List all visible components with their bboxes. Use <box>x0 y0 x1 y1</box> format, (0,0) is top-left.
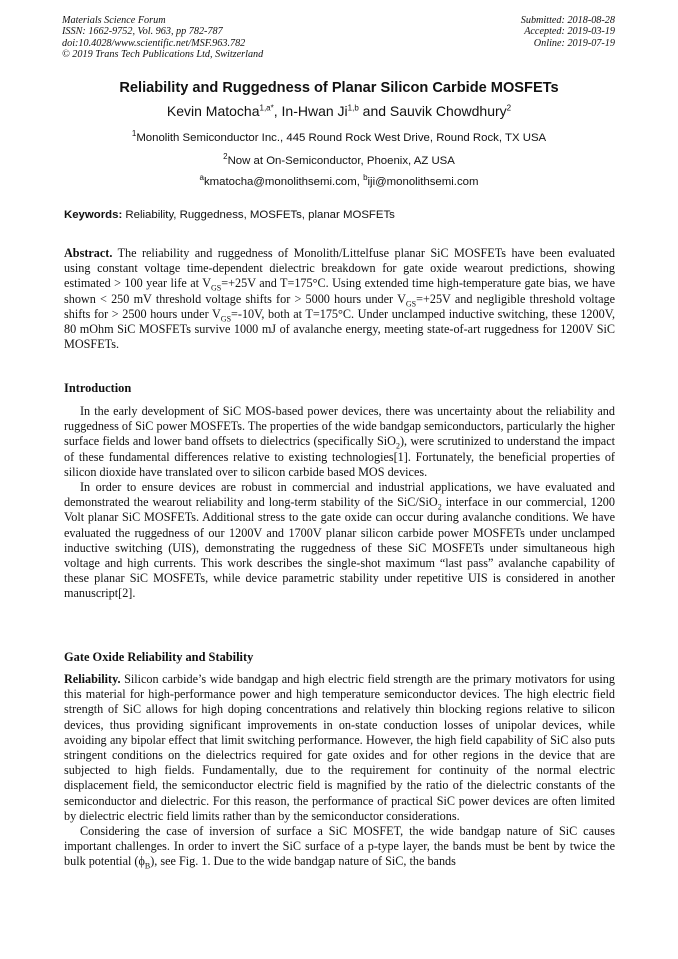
paragraph-text: In the early development of SiC MOS-based power devices, there was uncertainty about the reliability and ruggedness of SiC power MOSFETs. The properties of the wide bandgap semiconductors, particularly the higher surface fields and lower band offsets to dielectrics (specifically SiO <box>64 404 615 449</box>
reliability-paragraph <box>64 672 615 824</box>
journal-header <box>62 15 263 60</box>
affiliation-1-sup: 1 <box>131 129 137 139</box>
paragraph-text: ), see Fig. 1. Due to the wide bandgap nature of SiC, the bands <box>150 854 456 869</box>
paragraph-text: Silicon carbide’s wide bandgap and high electric field strength are the primary motivators for using this material for high-performance power and high temperature semiconductor devices. The high electric field strength of SiC allows for high doping concentrations and relatively thin blocking regions relative to silicon devices, thus providing significant improvements in on-state conduction losses of unipolar devices, while avoiding any bipolar effect that limit switching performance. However, the high field capability of SiC also puts stringent conditions on the dielectrics required for gate oxides and for other regions in the device that are subjected to high fields. Fundamentally, due to the requirement for continuity of the normal electric displacement field, the semiconductor electric field is magnified by the ratio of the dielectric constants of the semiconductor and dielectric. For this reason, the performance of practical SiC power devices are often limited by dielectric electric field limits rather than by the semiconductor considerations. <box>64 672 615 823</box>
abstract <box>64 246 615 352</box>
keywords-text: Reliability, Ruggedness, MOSFETs, planar MOSFETs <box>122 209 395 221</box>
reliability-label: Reliability. <box>64 672 121 686</box>
author-sep: , <box>273 103 282 119</box>
author-1-sup: 1,a* <box>259 103 274 113</box>
affiliation-1 <box>0 129 678 144</box>
inversion-paragraph <box>64 824 615 870</box>
submitted-date: Submitted: 2018-08-28 <box>520 15 615 26</box>
introduction-heading: Introduction <box>64 381 132 395</box>
paragraph-text: interface in our commercial, 1200 Volt planar SiC MOSFETs. Additional stress to the gate oxide can occur during avalanche conditions. We have evaluated the ruggedness of our 1200V and 1700V planar silicon carbide power MOSFETs under unclamped inductive switching (UIS), demonstrating the ruggedness of these SiC MOSFETs under simultaneous high voltage and high currents. This work describes the single-shot maximum “last pass” avalanche capability of these planar SiC MOSFETs, while device parametric stability under repetitive UIS is considered in another manuscript[2]. <box>64 495 615 601</box>
subscript: GS <box>211 283 222 293</box>
abstract-text: =-10V, both at T=175°C. Under unclamped inductive switching, these 1200V, 80 mOhm SiC MOSFETs survive 1000 mJ of avalanche energy, meeting state-of-art ruggedness for 1200V SiC MOSFETs. <box>64 306 615 352</box>
author-3: Sauvik Chowdhury <box>389 103 507 119</box>
introduction-paragraph-1 <box>64 404 615 480</box>
accepted-date: Accepted: 2019-03-19 <box>524 26 615 38</box>
keywords-label: Keywords: <box>64 209 123 221</box>
journal-name: Materials Science Forum <box>62 15 166 26</box>
email-a-sup: a <box>199 173 204 183</box>
abstract-text: =+25V and negligible threshold voltage shifts for > 2500 hours under V <box>64 291 615 321</box>
online-date: Online: 2019-07-19 <box>533 37 615 49</box>
email-b: iji@monolithsemi.com <box>367 176 479 188</box>
doi-line: doi:10.4028/www.scientific.net/MSF.963.782 <box>62 37 246 49</box>
affiliation-2-text: Now at On-Semiconductor, Phoenix, AZ USA <box>227 155 455 167</box>
email-a: kmatocha@monolithsemi.com, <box>203 176 364 188</box>
affiliation-2 <box>0 152 678 167</box>
subscript: 2 <box>437 502 442 512</box>
author-3-sup: 2 <box>506 103 512 113</box>
email-line <box>0 173 678 188</box>
gate-oxide-heading: Gate Oxide Reliability and Stability <box>64 650 254 664</box>
introduction-body <box>64 404 615 602</box>
introduction-paragraph-2 <box>64 480 615 602</box>
abstract-label: Abstract. <box>64 246 113 260</box>
author-sep: and <box>358 103 390 119</box>
author-line <box>0 103 678 119</box>
subscript: B <box>144 861 151 871</box>
subscript: GS <box>405 299 417 309</box>
keywords <box>64 209 395 221</box>
abstract-text: The reliability and ruggedness of Monolith/Littelfuse planar SiC MOSFETs have been evaluated using constant voltage time-dependent dielectric breakdown for gate oxide wearout predictions, showing estimated > 100 year life at V <box>64 246 615 291</box>
author-2-sup: 1,b <box>347 103 359 113</box>
subscript: GS <box>220 314 232 324</box>
paper-title: Reliability and Ruggedness of Planar Silicon Carbide MOSFETs <box>119 80 559 96</box>
dates-header <box>521 15 615 49</box>
email-b-sup: b <box>363 173 368 183</box>
paragraph-text: ), were scrutinized to understand the impact of these fundamental differences relative to existing technologies[1]. Fortunately, the beneficial properties of silicon dioxide have translated over to silicon carbide based MOS devices. <box>64 434 615 479</box>
copyright-line: © 2019 Trans Tech Publications Ltd, Switzerland <box>62 48 264 60</box>
affiliation-1-text: Monolith Semiconductor Inc., 445 Round Rock West Drive, Round Rock, TX USA <box>136 132 547 144</box>
paragraph-text: Considering the case of inversion of surface a SiC MOSFET, the wide bandgap nature of SiC causes important challenges. In order to invert the SiC surface of a p-type layer, the bands must be bent by twice the bulk potential (ϕ <box>64 824 615 869</box>
affiliation-2-sup: 2 <box>223 152 228 162</box>
paragraph-text: In order to ensure devices are robust in commercial and industrial applications, we have evaluated and demonstrated the wearout reliability and long-term stability of the SiC/SiO <box>64 480 615 510</box>
gate-oxide-body <box>64 672 615 870</box>
author-2: In-Hwan Ji <box>281 103 348 119</box>
issn-line: ISSN: 1662-9752, Vol. 963, pp 782-787 <box>62 26 223 38</box>
abstract-text: =+25V and T=175°C. Using extended time high-temperature gate bias, we have shown < 250 mV threshold voltage shifts for > 5000 hours under V <box>64 276 615 306</box>
subscript: 2 <box>395 441 400 451</box>
author-1: Kevin Matocha <box>166 103 260 119</box>
